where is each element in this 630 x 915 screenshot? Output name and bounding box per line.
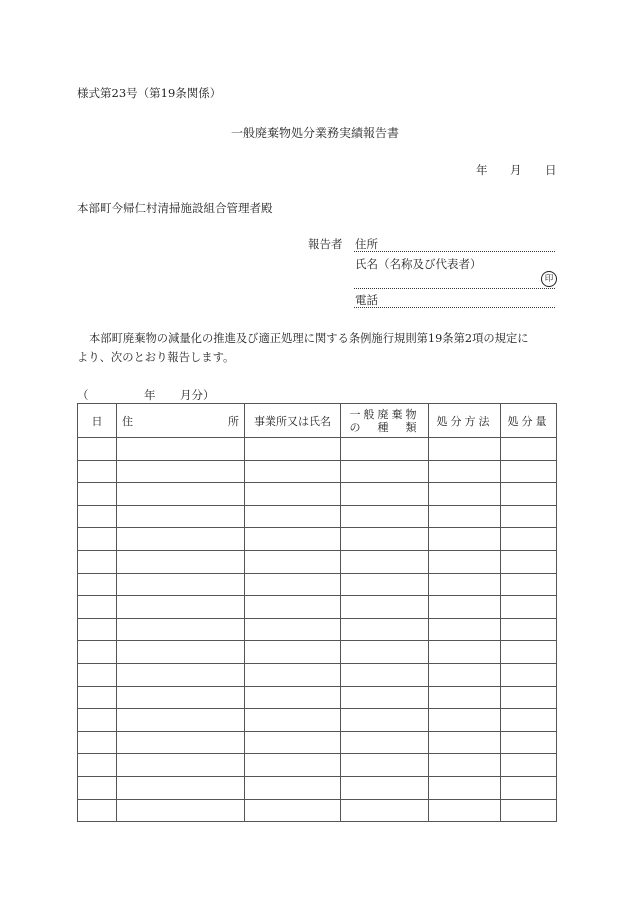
- cell-waste-type[interactable]: [341, 596, 429, 619]
- cell-disposal-method[interactable]: [429, 550, 501, 573]
- cell-disposal-method[interactable]: [429, 573, 501, 596]
- cell-disposal-amount[interactable]: [501, 641, 557, 664]
- header-address: [117, 404, 245, 438]
- cell-day[interactable]: [78, 641, 117, 664]
- cell-address[interactable]: [117, 686, 245, 709]
- cell-day[interactable]: [78, 686, 117, 709]
- table-row: [78, 596, 557, 619]
- header-address-left: 住: [122, 414, 133, 428]
- cell-address[interactable]: [117, 528, 245, 551]
- cell-waste-type[interactable]: [341, 686, 429, 709]
- table-row: [78, 550, 557, 573]
- cell-address[interactable]: [117, 709, 245, 732]
- cell-disposal-amount[interactable]: [501, 528, 557, 551]
- cell-waste-type[interactable]: [341, 731, 429, 754]
- form-number: 様式第23号（第19条関係）: [77, 86, 222, 100]
- table-row: [78, 618, 557, 641]
- cell-business-name[interactable]: [245, 618, 341, 641]
- table-row: [78, 663, 557, 686]
- table-row: [78, 573, 557, 596]
- reporter-phone-label: 電話: [355, 293, 378, 307]
- cell-business-name[interactable]: [245, 641, 341, 664]
- header-address-right: 所: [228, 414, 239, 428]
- cell-waste-type[interactable]: [341, 550, 429, 573]
- cell-waste-type[interactable]: [341, 505, 429, 528]
- table-row: [78, 799, 557, 822]
- header-business-name: 事業所又は氏名: [245, 404, 341, 438]
- cell-disposal-amount[interactable]: [501, 483, 557, 506]
- period-year-label: 年: [144, 388, 156, 402]
- cell-day[interactable]: [78, 709, 117, 732]
- cell-disposal-method[interactable]: [429, 799, 501, 822]
- cell-disposal-amount[interactable]: [501, 709, 557, 732]
- cell-day[interactable]: [78, 438, 117, 461]
- cell-disposal-amount[interactable]: [501, 596, 557, 619]
- address-fill-line[interactable]: [354, 251, 555, 252]
- cell-disposal-method[interactable]: [429, 460, 501, 483]
- table-row: [78, 438, 557, 461]
- cell-address[interactable]: [117, 663, 245, 686]
- table-body: [78, 438, 557, 822]
- cell-disposal-amount[interactable]: [501, 663, 557, 686]
- cell-disposal-amount[interactable]: [501, 776, 557, 799]
- cell-disposal-method[interactable]: [429, 438, 501, 461]
- cell-business-name[interactable]: [245, 754, 341, 777]
- body-text-line-2: より、次のとおり報告します。: [77, 351, 235, 364]
- cell-address[interactable]: [117, 438, 245, 461]
- period-open-paren: （: [77, 388, 89, 402]
- table-header-row: [78, 404, 557, 438]
- cell-business-name[interactable]: [245, 731, 341, 754]
- cell-disposal-method[interactable]: [429, 663, 501, 686]
- cell-day[interactable]: [78, 528, 117, 551]
- cell-waste-type[interactable]: [341, 618, 429, 641]
- table-row: [78, 731, 557, 754]
- header-day: 日: [78, 404, 117, 438]
- cell-waste-type[interactable]: [341, 528, 429, 551]
- cell-day[interactable]: [78, 596, 117, 619]
- cell-address[interactable]: [117, 460, 245, 483]
- cell-disposal-method[interactable]: [429, 528, 501, 551]
- cell-disposal-method[interactable]: [429, 709, 501, 732]
- cell-address[interactable]: [117, 618, 245, 641]
- cell-disposal-amount[interactable]: [501, 550, 557, 573]
- date-day-label: 日: [545, 163, 557, 177]
- cell-day[interactable]: [78, 618, 117, 641]
- header-disposal-amount: 処分量: [501, 404, 557, 438]
- cell-day[interactable]: [78, 663, 117, 686]
- cell-business-name[interactable]: [245, 573, 341, 596]
- cell-disposal-amount[interactable]: [501, 799, 557, 822]
- cell-disposal-amount[interactable]: [501, 754, 557, 777]
- cell-disposal-method[interactable]: [429, 754, 501, 777]
- seal-mark-icon: 印: [541, 271, 557, 287]
- cell-day[interactable]: [78, 573, 117, 596]
- table-row: [78, 754, 557, 777]
- cell-waste-type[interactable]: [341, 573, 429, 596]
- cell-disposal-amount[interactable]: [501, 731, 557, 754]
- header-disposal-method: 処分方法: [429, 404, 501, 438]
- cell-address[interactable]: [117, 505, 245, 528]
- cell-business-name[interactable]: [245, 799, 341, 822]
- cell-address[interactable]: [117, 731, 245, 754]
- addressee: 本部町今帰仁村清掃施設組合管理者殿: [77, 201, 273, 215]
- cell-business-name[interactable]: [245, 438, 341, 461]
- table-row: [78, 483, 557, 506]
- cell-address[interactable]: [117, 550, 245, 573]
- cell-day[interactable]: [78, 731, 117, 754]
- cell-day[interactable]: [78, 505, 117, 528]
- cell-address[interactable]: [117, 596, 245, 619]
- cell-address[interactable]: [117, 799, 245, 822]
- cell-business-name[interactable]: [245, 709, 341, 732]
- cell-disposal-method[interactable]: [429, 483, 501, 506]
- cell-address[interactable]: [117, 641, 245, 664]
- cell-waste-type[interactable]: [341, 460, 429, 483]
- cell-business-name[interactable]: [245, 505, 341, 528]
- cell-day[interactable]: [78, 460, 117, 483]
- cell-disposal-method[interactable]: [429, 776, 501, 799]
- body-text-line-1: 本部町廃棄物の減量化の推進及び適正処理に関する条例施行規則第19条第2項の規定に: [89, 332, 529, 345]
- cell-waste-type[interactable]: [341, 438, 429, 461]
- cell-disposal-amount[interactable]: [501, 438, 557, 461]
- cell-waste-type[interactable]: [341, 663, 429, 686]
- document-title: 一般廃棄物処分業務実績報告書: [231, 126, 400, 140]
- cell-disposal-amount[interactable]: [501, 618, 557, 641]
- cell-waste-type[interactable]: [341, 754, 429, 777]
- cell-address[interactable]: [117, 776, 245, 799]
- cell-business-name[interactable]: [245, 596, 341, 619]
- table-row: [78, 686, 557, 709]
- cell-day[interactable]: [78, 754, 117, 777]
- cell-disposal-method[interactable]: [429, 596, 501, 619]
- header-waste-line-1: 一般廃棄物: [349, 407, 420, 421]
- cell-day[interactable]: [78, 550, 117, 573]
- table-row: [78, 528, 557, 551]
- header-waste-type: [341, 404, 429, 438]
- report-table: [77, 403, 557, 822]
- table-row: [78, 776, 557, 799]
- cell-disposal-method[interactable]: [429, 731, 501, 754]
- reporter-label: 報告者: [308, 237, 343, 251]
- cell-disposal-method[interactable]: [429, 618, 501, 641]
- table-row: [78, 505, 557, 528]
- cell-disposal-amount[interactable]: [501, 686, 557, 709]
- cell-business-name[interactable]: [245, 550, 341, 573]
- cell-disposal-method[interactable]: [429, 686, 501, 709]
- table-row: [78, 460, 557, 483]
- cell-day[interactable]: [78, 483, 117, 506]
- cell-disposal-amount[interactable]: [501, 573, 557, 596]
- cell-business-name[interactable]: [245, 483, 341, 506]
- cell-waste-type[interactable]: [341, 776, 429, 799]
- cell-day[interactable]: [78, 799, 117, 822]
- cell-business-name[interactable]: [245, 460, 341, 483]
- cell-address[interactable]: [117, 573, 245, 596]
- cell-address[interactable]: [117, 754, 245, 777]
- cell-disposal-method[interactable]: [429, 505, 501, 528]
- cell-address[interactable]: [117, 483, 245, 506]
- period-month-label: 月分）: [180, 388, 215, 402]
- cell-waste-type[interactable]: [341, 641, 429, 664]
- name-fill-line[interactable]: [354, 288, 555, 289]
- cell-waste-type[interactable]: [341, 799, 429, 822]
- cell-business-name[interactable]: [245, 663, 341, 686]
- cell-disposal-method[interactable]: [429, 641, 501, 664]
- phone-fill-line[interactable]: [354, 307, 555, 308]
- table-row: [78, 641, 557, 664]
- header-waste-line-2: の 種 類: [349, 420, 420, 434]
- cell-day[interactable]: [78, 776, 117, 799]
- table-row: [78, 709, 557, 732]
- cell-disposal-amount[interactable]: [501, 505, 557, 528]
- cell-business-name[interactable]: [245, 528, 341, 551]
- date-year-label: 年: [476, 163, 488, 177]
- date-month-label: 月: [510, 163, 522, 177]
- cell-business-name[interactable]: [245, 686, 341, 709]
- cell-business-name[interactable]: [245, 776, 341, 799]
- cell-waste-type[interactable]: [341, 709, 429, 732]
- cell-waste-type[interactable]: [341, 483, 429, 506]
- reporter-address-label: 住所: [355, 237, 378, 251]
- reporter-name-label: 氏名（名称及び代表者）: [355, 257, 482, 271]
- cell-disposal-amount[interactable]: [501, 460, 557, 483]
